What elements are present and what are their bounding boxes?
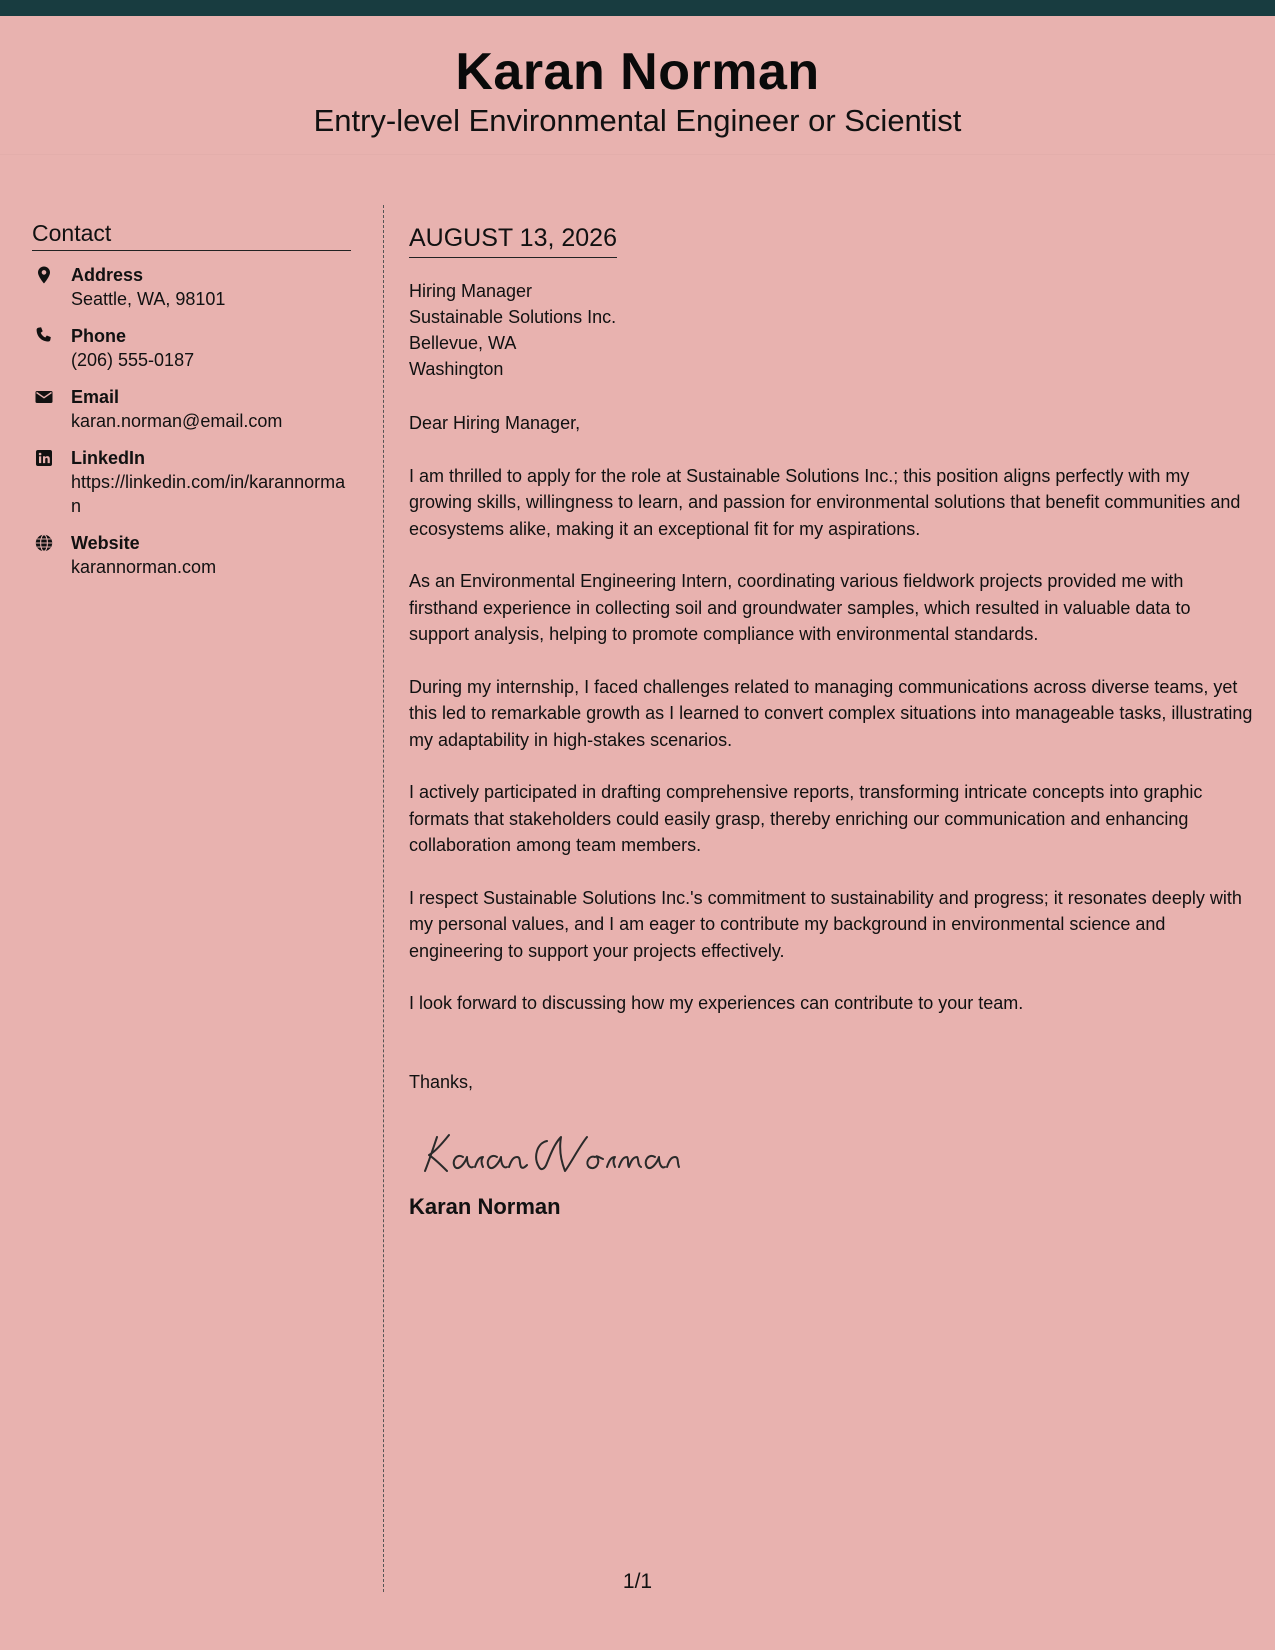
recipient-line: Hiring Manager — [409, 281, 533, 301]
recipient-line: Bellevue, WA — [409, 333, 517, 353]
contact-label: Phone — [71, 326, 127, 346]
letter-paragraph: I am thrilled to apply for the role at Sustainable Solutions Inc.; this position aligns perfectly with my growing skills, willingness to learn, and passion for environmental solutions that benefit communities and ecosystems alike, making it an exceptional fit for my aspirations. — [409, 465, 1241, 539]
column-divider — [383, 205, 384, 1592]
contact-label: Website — [71, 533, 140, 553]
contact-sidebar — [32, 218, 351, 592]
contact-label: Address — [71, 265, 144, 285]
recipient-line: Washington — [409, 359, 504, 379]
contact-item-email — [32, 385, 351, 433]
closing: Thanks, — [409, 1071, 474, 1092]
letter-date: AUGUST 13, 2026 — [409, 222, 617, 258]
phone-icon — [34, 326, 54, 346]
envelope-icon — [34, 387, 54, 407]
top-accent-bar — [0, 0, 1275, 16]
header — [0, 16, 1275, 155]
candidate-name: Karan Norman — [455, 43, 820, 101]
contact-item-phone — [32, 324, 351, 372]
letter-paragraph: I respect Sustainable Solutions Inc.'s commitment to sustainability and progress; it resonates deeply with my personal values, and I am eager to contribute my background in environmental science and engineering to support your projects effectively. — [409, 887, 1242, 961]
signature-image — [415, 1123, 685, 1181]
contact-value[interactable]: https://linkedin.com/in/karannorman — [71, 472, 346, 516]
globe-icon — [34, 533, 54, 553]
letter-paragraph: I actively participated in drafting comprehensive reports, transforming intricate concepts into graphic formats that stakeholders could easily grasp, thereby enriching our communication and enhancing collaboration among team members. — [409, 782, 1203, 855]
contact-item-linkedin — [32, 446, 351, 518]
salutation: Dear Hiring Manager, — [409, 413, 581, 433]
contact-value: Seattle, WA, 98101 — [71, 289, 226, 309]
letter-paragraph: During my internship, I faced challenges related to managing communications across diverse teams, yet this led to remarkable growth as I learned to convert complex situations into manageable tasks, illustrating my adaptability in high-stakes scenarios. — [409, 676, 1253, 750]
linkedin-icon — [34, 448, 54, 468]
contact-label: Email — [71, 387, 120, 407]
contact-label: LinkedIn — [71, 448, 146, 468]
letter-body — [409, 222, 1254, 1221]
page-number: 1/1 — [622, 1570, 653, 1593]
contact-heading: Contact — [32, 218, 351, 251]
letter-paragraph: As an Environmental Engineering Intern, coordinating various fieldwork projects provided me with firsthand experience in collecting soil and groundwater samples, which resulted in valuable data to support analysis, helping to promote compliance with environmental standards. — [409, 571, 1191, 644]
contact-value[interactable]: karannorman.com — [71, 557, 217, 577]
map-pin-icon — [34, 265, 54, 285]
contact-item-address — [32, 263, 351, 311]
candidate-role: Entry-level Environmental Engineer or Scientist — [313, 103, 962, 138]
recipient-line: Sustainable Solutions Inc. — [409, 307, 617, 327]
letter-paragraph: I look forward to discussing how my experiences can contribute to your team. — [409, 993, 1024, 1013]
contact-list — [32, 263, 351, 579]
recipient-block — [409, 278, 1254, 382]
contact-value: karan.norman@email.com — [71, 411, 283, 431]
contact-item-website — [32, 531, 351, 579]
contact-value: (206) 555-0187 — [71, 350, 195, 370]
signer-name: Karan Norman — [409, 1194, 561, 1219]
